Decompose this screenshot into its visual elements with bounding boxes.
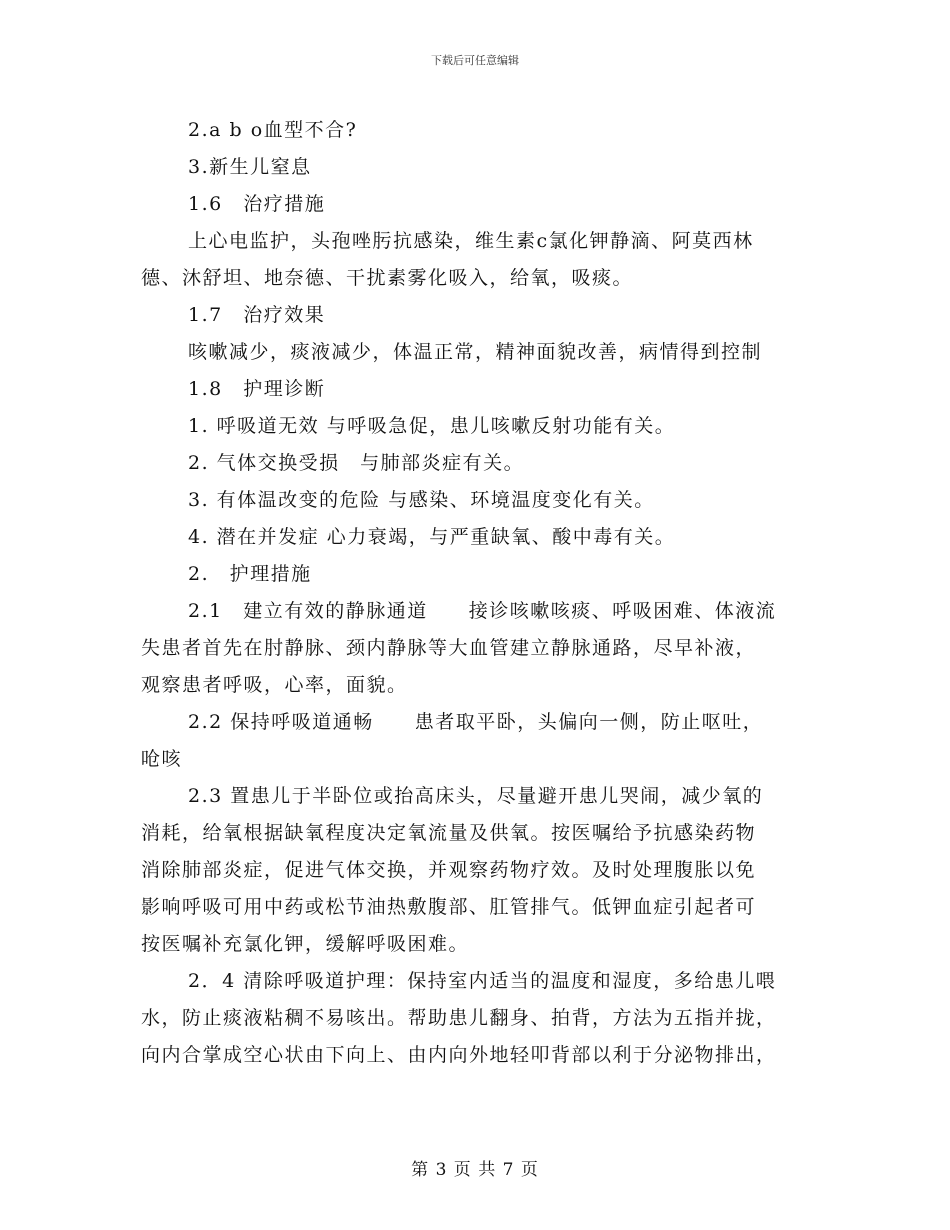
body-line: 失患者首先在肘静脉、颈内静脉等大血管建立静脉通路，尽早补液， (141, 637, 757, 659)
footer-suffix: 页 (520, 1160, 539, 1180)
body-line: 按医嘱补充氯化钾，缓解呼吸困难。 (141, 933, 470, 955)
body-line: 咳嗽减少，痰液减少，体温正常，精神面貌改善，病情得到控制 (188, 341, 763, 363)
list-item: 4. 潜在并发症 心力衰竭，与严重缺氧、酸中毒有关。 (188, 526, 676, 548)
body-line: 水，防止痰液粘稠不易咳出。帮助患儿翻身、拍背，方法为五指并拢， (141, 1007, 777, 1029)
total-page-count: 7 (502, 1160, 515, 1180)
section-heading: 1.6 治疗措施 (188, 193, 326, 215)
body-line: 观察患者呼吸，心率，面貌。 (141, 674, 408, 696)
list-item: 2. 气体交换受损 与肺部炎症有关。 (188, 452, 525, 474)
body-line: 呛咳 (141, 748, 183, 770)
body-line: 2．4 清除呼吸道护理：保持室内适当的温度和湿度，多给患儿喂 (188, 970, 777, 992)
footer-prefix: 第 (411, 1160, 430, 1180)
body-line: 2.a b o血型不合? (188, 119, 358, 141)
list-item: 1. 呼吸道无效 与呼吸急促，患儿咳嗽反射功能有关。 (188, 415, 676, 437)
body-line: 德、沐舒坦、地奈德、干扰素雾化吸入，给氧，吸痰。 (141, 267, 634, 289)
document-body (141, 112, 816, 1074)
section-heading: 2. 护理措施 (188, 563, 312, 585)
current-page-number: 3 (435, 1160, 448, 1180)
body-line: 向内合掌成空心状由下向上、由内向外地轻叩背部以利于分泌物排出， (141, 1044, 777, 1066)
section-heading: 1.8 护理诊断 (188, 378, 326, 400)
body-line: 2.1 建立有效的静脉通道 接诊咳嗽咳痰、呼吸困难、体液流 (188, 600, 777, 622)
body-line: 2.3 置患儿于半卧位或抬高床头，尽量避开患儿哭闹，减少氧的 (188, 785, 764, 807)
page-header: 下载后可任意编辑 (431, 54, 519, 67)
body-line: 3.新生儿窒息 (188, 156, 312, 178)
footer-middle: 页 共 (453, 1160, 497, 1180)
page-footer (0, 1155, 950, 1180)
body-line: 影响呼吸可用中药或松节油热敷腹部、肛管排气。低钾血症引起者可 (141, 896, 757, 918)
body-line: 上心电监护，头孢唑肟抗感染，维生素c氯化钾静滴、阿莫西林 (188, 230, 754, 252)
body-line: 消除肺部炎症，促进气体交换，并观察药物疗效。及时处理腹胀以免 (141, 859, 757, 881)
body-line: 2.2 保持呼吸道通畅 患者取平卧，头偏向一侧，防止呕吐， (188, 711, 764, 733)
body-line: 消耗，给氧根据缺氧程度决定氧流量及供氧。按医嘱给予抗感染药物 (141, 822, 757, 844)
section-heading: 1.7 治疗效果 (188, 304, 326, 326)
list-item: 3. 有体温改变的危险 与感染、环境温度变化有关。 (188, 489, 655, 511)
